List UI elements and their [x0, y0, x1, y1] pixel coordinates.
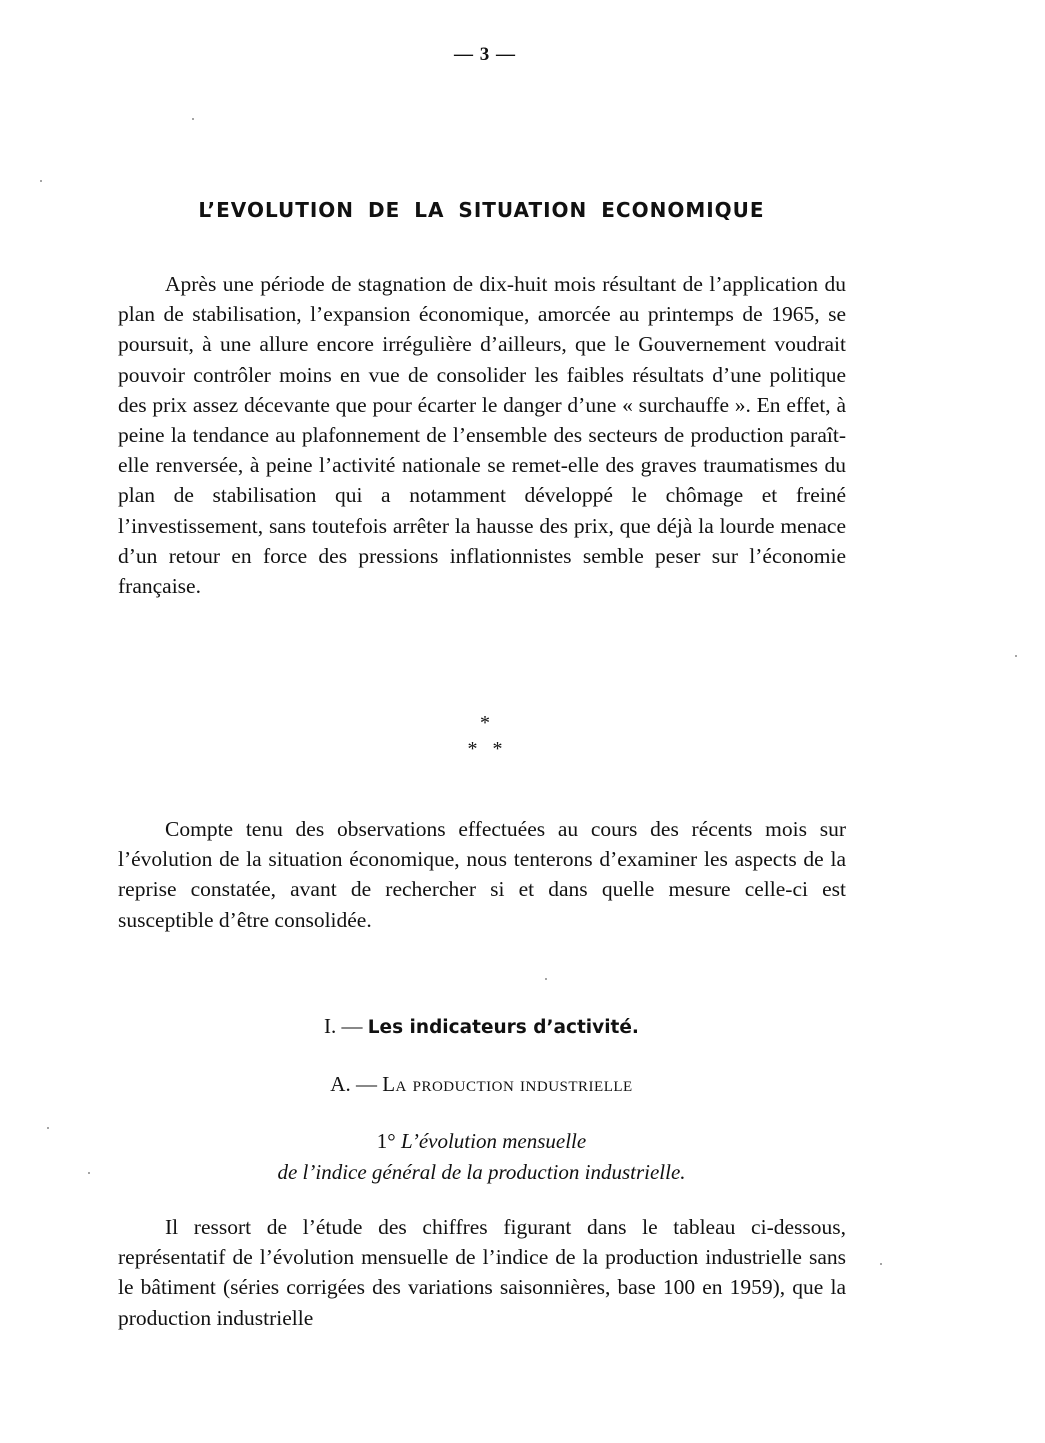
scan-speck: [47, 1127, 49, 1129]
scan-speck: [545, 978, 547, 980]
asterism-bottom: * *: [467, 738, 503, 760]
section-number: I. —: [324, 1014, 363, 1038]
method-paragraph: Compte tenu des observations effectuées au cours des récents mois sur l’évolution de la situation économique, nous tenterons d’examiner les aspects de la reprise constatée, avant de rechercher si et dans quelle mesure celle-ci est susceptible d’être consolidée.: [118, 817, 846, 932]
table-intro-paragraph: Il ressort de l’étude des chiffres figurant dans le tableau ci-dessous, représentatif de l’évolution mensuelle de l’indice de la production industrielle sans le bâtiment (séries corrigées des variations saisonnières, base 100 en 1959), que la production industrielle: [118, 1215, 846, 1330]
section-title: Les indicateurs d’activité.: [367, 1017, 639, 1038]
subsubsection-number: 1°: [376, 1129, 396, 1153]
page-number: — 3 —: [454, 44, 516, 65]
scan-speck: [40, 180, 42, 182]
subsection-number: A. —: [330, 1072, 377, 1096]
intro-paragraph: Après une période de stagnation de dix-huit mois résultant de l’application du plan de stabilisation, l’expansion économique, amorcée au printemps de 1965, se poursuit, à une allure encore irrégulière d’ailleurs, que le Gouvernement voudrait pouvoir contrôler moins en vue de consolider les faibles résultats d’une politique des prix assez décevante que pour écarter le danger d’une « surchauffe ». En effet, à peine la tendance au plafonnement de l’ensemble des secteurs de production paraît-elle renversée, à peine l’activité nationale se remet-elle des graves traumatismes du plan de stabilisation qui a notamment développé le chômage et freiné l’investissement, sans toutefois arrêter la hausse des prix, que déjà la lourde menace d’un retour en force des pressions inflationnistes semble peser sur l’économie française.: [118, 272, 846, 599]
subsubsection-line-2: de l’indice général de la production industrielle.: [277, 1160, 686, 1184]
subsubsection-line-1: L’évolution mensuelle: [400, 1129, 587, 1153]
subsubsection-heading: [118, 1126, 845, 1188]
subsection-heading: [118, 1072, 845, 1097]
asterism-top: *: [480, 712, 490, 734]
scan-speck: [880, 1263, 882, 1265]
scan-speck: [192, 118, 194, 120]
subsection-title: La production industrielle: [382, 1072, 633, 1096]
document-title: L’EVOLUTION DE LA SITUATION ECONOMIQUE: [198, 198, 765, 222]
scan-speck: [88, 1172, 90, 1174]
scan-speck: [1015, 655, 1017, 657]
section-heading: [118, 1014, 845, 1039]
